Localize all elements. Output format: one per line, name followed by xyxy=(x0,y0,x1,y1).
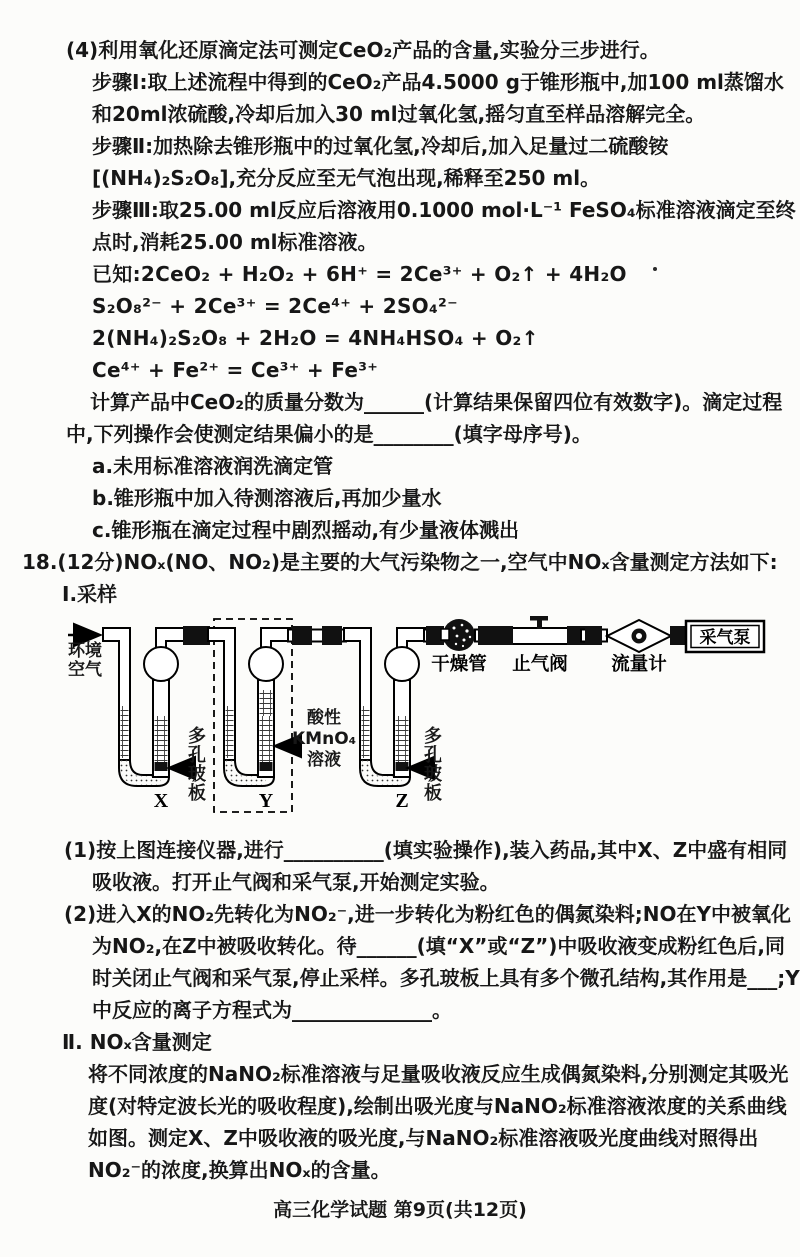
q4-step-1: 步骤Ⅰ:取上述流程中得到的CeO₂产品4.5000 g于锥形瓶中,加100 ml蒸馏水和20ml浓硫酸,冷却后加入30 ml过氧化氢,摇匀直至样品溶解完全。 xyxy=(92,70,784,126)
tube-connector xyxy=(670,626,686,645)
sampling-pump-box xyxy=(686,621,764,652)
stop-valve-label: 止气阀 xyxy=(512,654,568,675)
flow-meter-label: 流量计 xyxy=(611,654,667,675)
sampling-apparatus-diagram xyxy=(64,616,776,824)
print-speck xyxy=(653,267,657,271)
drying-tube-neck xyxy=(441,629,449,640)
page-footer: 高三化学试题 第9页(共12页) xyxy=(273,1199,527,1221)
q4-option-a: a.未用标准溶液润洗滴定管 xyxy=(92,454,334,478)
flow-meter-icon xyxy=(607,620,671,652)
kmno4-line2: KMnO₄ xyxy=(292,729,357,749)
q18-sub2: (2)进入X的NO₂先转化为NO₂⁻,进一步转化为粉红色的偶氮染料;NO在Y中被氧化为NO₂,在Z中被吸收转化。待______(填“X”或“Z”)中吸收液变成粉红色后,同时关闭止气阀和采气泵,停止采样。多孔玻板上具有多个微孔结构,其作用是___;Y中反应的离子方程式为______________。 xyxy=(64,902,800,1022)
q4-option-b: b.锥形瓶中加入待测溶液后,再加少量水 xyxy=(92,486,442,510)
q18-sub1: (1)按上图连接仪器,进行__________(填实验操作),装入药品,其中X、Z中盛有相同吸收液。打开止气阀和采气泵,开始测定实验。 xyxy=(64,838,788,894)
vessel-z-shape xyxy=(344,628,426,786)
vessel-x-shape xyxy=(103,628,185,786)
vessel-y-label: Y xyxy=(258,790,274,812)
vessel-y-extra-liquid xyxy=(260,690,273,716)
ambient-air-line2: 空气 xyxy=(68,660,102,680)
q18-section2-text: 将不同浓度的NaNO₂标准溶液与足量吸收液反应生成偶氮染料,分别测定其吸光度(对特定波长光的吸收程度),绘制出吸光度与NaNO₂标准溶液浓度的关系曲线如图。测定X、Z中吸收液的吸光度,与NaNO₂标准溶液吸光度曲线对照得出NO₂⁻的浓度,换算出NOₓ的含量。 xyxy=(88,1062,789,1182)
pump-label: 采气泵 xyxy=(699,628,751,648)
q18-section1-label: Ⅰ.采样 xyxy=(62,582,118,606)
tube-connector xyxy=(585,626,602,645)
stop-valve-icon xyxy=(493,616,587,645)
vessel-x-label: X xyxy=(153,790,169,812)
q18-section2-label: Ⅱ. NOₓ含量测定 xyxy=(62,1030,212,1054)
q4-option-c: c.锥形瓶在滴定过程中剧烈摇动,有少量液体溅出 xyxy=(92,518,520,542)
vessel-z-label: Z xyxy=(395,790,409,812)
tube-connector xyxy=(322,626,342,645)
vessel-y-shape xyxy=(208,628,290,786)
drying-tube-label: 干燥管 xyxy=(431,654,487,675)
ambient-air-line1: 环境 xyxy=(68,641,102,661)
q4-equation-2: S₂O₈²⁻ + 2Ce³⁺ = 2Ce⁴⁺ + 2SO₄²⁻ xyxy=(92,294,458,318)
tube-connector xyxy=(292,626,312,645)
q4-intro: (4)利用氧化还原滴定法可测定CeO₂产品的含量,实验分三步进行。 xyxy=(66,38,660,62)
kmno4-line3: 溶液 xyxy=(307,750,341,770)
q4-step-2: 步骤Ⅱ:加热除去锥形瓶中的过氧化氢,冷却后,加入足量过二硫酸铵[(NH₄)₂S₂O₈],充分反应至无气泡出现,稀释至250 ml。 xyxy=(92,134,669,190)
q18-intro: 18.(12分)NOₓ(NO、NO₂)是主要的大气污染物之一,空气中NOₓ含量测定方法如下: xyxy=(22,550,778,574)
kmno4-line1: 酸性 xyxy=(307,708,341,728)
q4-question: 计算产品中CeO₂的质量分数为______(计算结果保留四位有效数字)。滴定过程中,下列操作会使测定结果偏小的是________(填字母序号)。 xyxy=(66,390,783,446)
q4-equation-4: Ce⁴⁺ + Fe²⁺ = Ce³⁺ + Fe³⁺ xyxy=(92,358,379,382)
q4-equation-1: 已知:2CeO₂ + H₂O₂ + 6H⁺ = 2Ce³⁺ + O₂↑ + 4H₂O xyxy=(92,262,627,286)
ambient-air-label xyxy=(64,642,106,680)
porous-plate-x-label: 多孔玻板 xyxy=(185,726,206,802)
q4-step-3: 步骤Ⅲ:取25.00 ml反应后溶液用0.1000 mol·L⁻¹ FeSO₄标准溶液滴定至终点时,消耗25.00 ml标准溶液。 xyxy=(92,198,796,254)
kmno4-label xyxy=(292,708,356,771)
tube-connector xyxy=(183,626,210,645)
q4-equation-3: 2(NH₄)₂S₂O₈ + 2H₂O = 4NH₄HSO₄ + O₂↑ xyxy=(92,326,539,350)
porous-plate-z-label: 多孔玻板 xyxy=(421,726,442,802)
